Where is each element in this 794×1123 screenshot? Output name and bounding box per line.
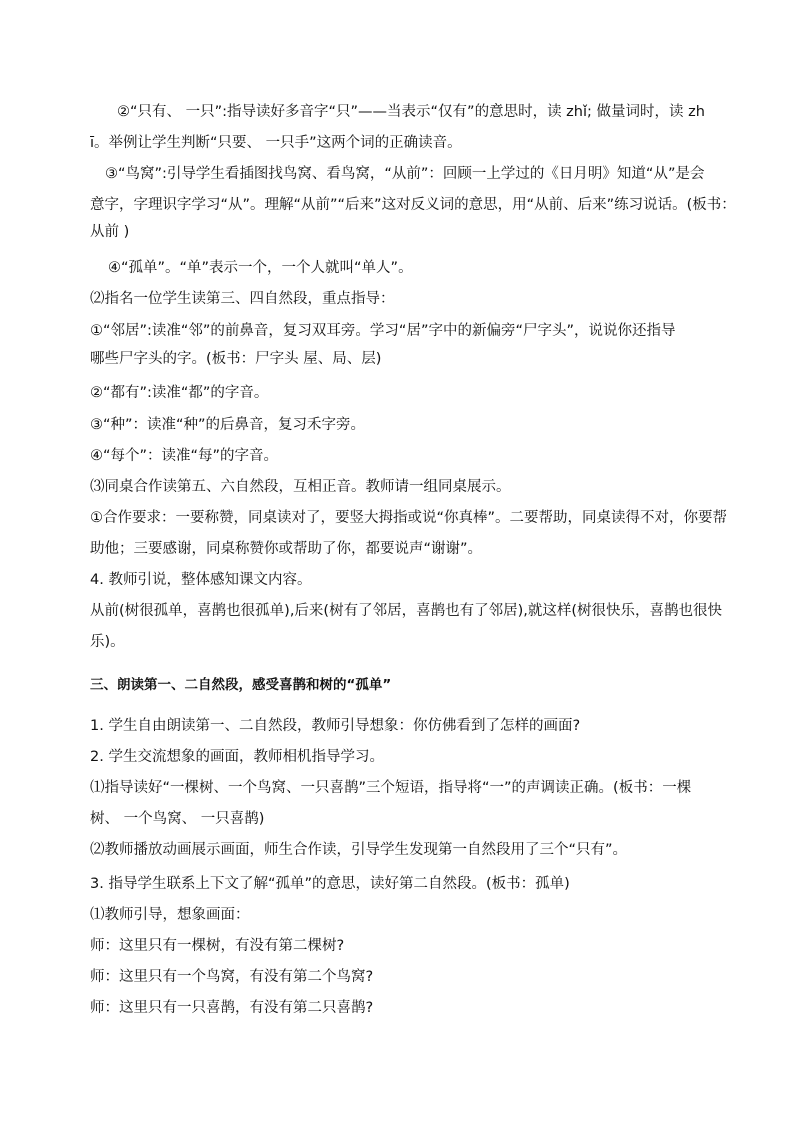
- text-line: ①合作要求：一要称赞，同桌读对了，要竖大拇指或说“你真棒”。二要帮助，同桌读得不对，你要帮: [90, 510, 728, 526]
- text-line: 1. 学生自由朗读第一、二自然段，教师引导想象：你仿佛看到了怎样的画面?: [90, 718, 581, 734]
- text-line: ⑵教师播放动画展示画面，师生合作读，引导学生发现第一自然段用了三个“只有”。: [90, 842, 628, 858]
- text-line: 乐)。: [90, 634, 125, 650]
- text-line: ②“只有、 一只”:指导读好多音字“只”——当表示“仅有”的意思时，读 zhǐ; 做量词时，读 zh: [117, 104, 705, 120]
- text-line: 2. 学生交流想象的画面，教师相机指导学习。: [90, 749, 384, 765]
- text-line: 师：这里只有一只喜鹊，有没有第二只喜鹊?: [90, 1000, 374, 1016]
- text-line: 从前(树很孤单，喜鹊也很孤单),后来(树有了邻居，喜鹊也有了邻居),就这样(树很快乐，喜鹊也很快: [90, 603, 722, 619]
- text-line: ⑴教师引导，想象画面：: [90, 907, 250, 923]
- text-line: ④“每个”：读准“每”的字音。: [90, 448, 279, 464]
- text-line: ⑵指名一位学生读第三、四自然段，重点指导：: [90, 291, 395, 307]
- text-line: 师：这里只有一个鸟窝，有没有第二个鸟窝?: [90, 969, 374, 985]
- text-line: ②“都有”:读准“都”的字音。: [90, 385, 269, 401]
- text-line: ③“种”：读准“种”的后鼻音，复习禾字旁。: [90, 417, 366, 433]
- text-line: 哪些尸字头的字。(板书：尸字头 屋、局、层): [90, 351, 382, 367]
- text-line: ⑴指导读好“一棵树、一个鸟窝、一只喜鹊”三个短语，指导将“一”的声调读正确。(板书：一棵: [90, 780, 692, 796]
- text-line: ī。举例让学生判断“只要、 一只手”这两个词的正确读音。: [90, 135, 462, 151]
- section-heading: 三、朗读第一、二自然段，感受喜鹊和树的“孤单”: [90, 677, 392, 693]
- text-line: 3. 指导学生联系上下文了解“孤单”的意思，读好第二自然段。(板书：孤单): [90, 876, 570, 892]
- text-line: 助他；三要感谢，同桌称赞你或帮助了你，都要说声“谢谢”。: [90, 541, 483, 557]
- text-line: ③“鸟窝”:引导学生看插图找鸟窝、看鸟窝，“从前”：回顾一上学过的《日月明》知道“从”是会: [105, 166, 705, 182]
- text-line: 从前 ): [90, 224, 130, 240]
- text-line: 4. 教师引说，整体感知课文内容。: [90, 572, 312, 588]
- text-line: 师：这里只有一棵树，有没有第二棵树?: [90, 938, 345, 954]
- text-line: 意字，字理识字学习“从”。理解“从前”“后来”这对反义词的意思，用“从前、后来”练习说话。(板书：: [90, 197, 736, 213]
- text-line: ①“邻居”:读准“邻”的前鼻音，复习双耳旁。学习“居”字中的新偏旁“尸字头”，说说你还指导: [90, 323, 676, 339]
- text-line: 树、 一个鸟窝、 一只喜鹊): [90, 811, 265, 827]
- text-line: ④“孤单”。“单”表示一个，一个人就叫“单人”。: [108, 260, 413, 276]
- text-line: ⑶同桌合作读第五、六自然段，互相正音。教师请一组同桌展示。: [90, 479, 511, 495]
